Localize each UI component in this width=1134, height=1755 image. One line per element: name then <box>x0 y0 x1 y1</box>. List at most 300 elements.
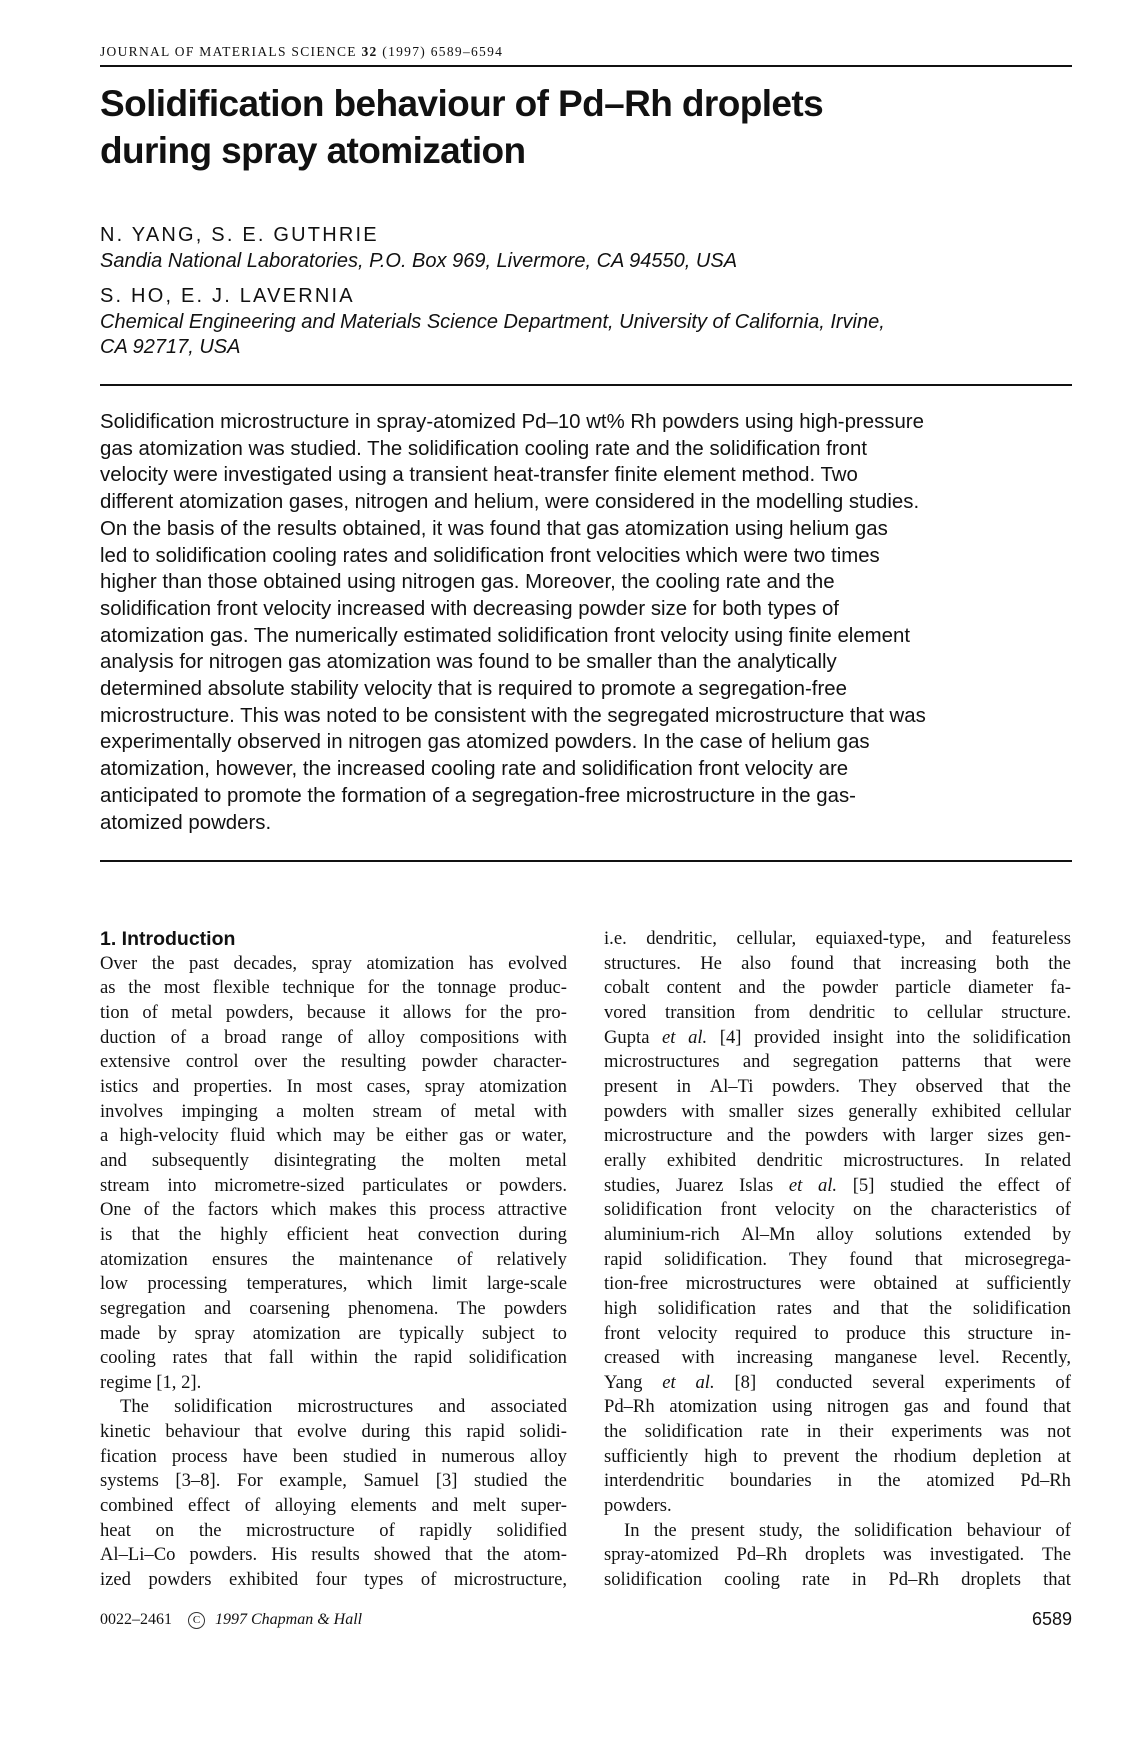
word: related <box>1020 1149 1071 1171</box>
word: that <box>1043 1569 1071 1591</box>
word: large-scale <box>486 1273 567 1295</box>
word: be <box>376 1125 394 1147</box>
word: highly <box>220 1223 268 1245</box>
journal-name: JOURNAL OF MATERIALS SCIENCE <box>100 44 357 59</box>
affiliation-line: Sandia National Laboratories, P.O. Box 969, Livermore, CA 94550, USA <box>100 250 738 272</box>
text-line <box>604 1543 1071 1568</box>
word: atomization <box>669 1396 758 1418</box>
journal-volume: 32 <box>361 44 378 59</box>
word: of <box>379 1519 395 1541</box>
word: powder <box>822 977 879 999</box>
author-affiliation <box>100 249 1080 274</box>
word: solidification <box>174 1396 273 1418</box>
word: microstructures <box>685 1273 802 1295</box>
word: stream <box>100 1174 150 1196</box>
word: sizes <box>987 1125 1024 1147</box>
right-column <box>604 927 1071 1593</box>
word: He <box>700 952 722 974</box>
word: present <box>690 1519 745 1541</box>
word: fall <box>268 1347 294 1369</box>
word: most <box>163 977 200 999</box>
word: of <box>337 1026 353 1048</box>
word: exhibited <box>666 1149 737 1171</box>
text-line <box>604 1248 1071 1273</box>
abstract-line: microstructure. This was noted to be consistent with the segregated microstructure that was <box>100 704 926 727</box>
word: produce <box>846 1322 907 1344</box>
word: the <box>291 1248 315 1270</box>
section-heading: 1. Introduction <box>100 928 236 950</box>
text-line <box>100 976 567 1001</box>
word: which <box>366 1273 413 1295</box>
abstract-line: experimentally observed in nitrogen gas atomized powders. In the case of helium gas <box>100 731 870 754</box>
word: high <box>604 1297 638 1319</box>
text-line <box>604 976 1071 1001</box>
word: conducted <box>775 1371 853 1393</box>
word: evolved <box>508 952 567 974</box>
text-line <box>100 1124 567 1149</box>
word: with <box>681 1347 715 1369</box>
word: were <box>1034 1051 1071 1073</box>
word: generally <box>848 1100 918 1122</box>
word: as <box>100 977 116 999</box>
word: by <box>158 1322 177 1344</box>
word: rhodium <box>893 1445 957 1467</box>
word: in <box>851 1569 867 1591</box>
word: this <box>389 1199 417 1221</box>
word: a <box>201 1026 210 1048</box>
abstract-line: solidification front velocity increased with decreasing powder size for both types of <box>100 597 839 620</box>
word: In <box>624 1519 640 1541</box>
text-line <box>100 1223 567 1248</box>
word: cellular <box>926 1001 983 1023</box>
abstract-line: Solidification microstructure in spray-atomized Pd–10 wt% Rh powders using high-pressure <box>100 411 924 433</box>
word: phenomena. <box>348 1297 439 1319</box>
word: powders. <box>772 1075 840 1097</box>
word: involves <box>100 1100 164 1122</box>
word: was <box>882 1544 912 1566</box>
text-line <box>100 1149 567 1174</box>
word: The <box>456 1297 486 1319</box>
text-line <box>100 952 567 977</box>
italic-word: al. <box>688 1026 708 1048</box>
word: the <box>817 1519 840 1541</box>
word: solidification <box>644 1421 743 1443</box>
word: microstructure <box>246 1519 355 1541</box>
word: Recently, <box>1001 1347 1071 1369</box>
word: to <box>893 1001 909 1023</box>
abstract-line: gas atomization was studied. The solidification cooling rate and the solidification front <box>100 437 867 460</box>
word: produc- <box>509 977 567 999</box>
word: solidification <box>854 1519 953 1541</box>
word: and <box>943 1396 971 1418</box>
word: rapid <box>413 1347 453 1369</box>
word: not <box>1047 1421 1071 1443</box>
word: manganese <box>834 1347 918 1369</box>
abstract-line: led to solidification cooling rates and solidification front velocities which were two times <box>100 544 880 567</box>
word: that <box>444 1544 473 1566</box>
word: on <box>155 1519 175 1541</box>
word: which <box>276 1125 322 1147</box>
word: investigated. <box>929 1544 1025 1566</box>
word: during <box>518 1223 567 1245</box>
word: maintenance <box>338 1248 433 1270</box>
word: the <box>1048 1075 1071 1097</box>
text-line <box>100 1272 567 1297</box>
word: character- <box>493 1051 567 1073</box>
word: sizes <box>797 1100 834 1122</box>
word: microsegrega- <box>964 1248 1071 1270</box>
word: the <box>889 1199 913 1221</box>
word: solutions <box>875 1223 943 1245</box>
text-line <box>100 1543 567 1568</box>
text-line <box>100 1322 567 1347</box>
word: the <box>768 1125 791 1147</box>
text-line <box>100 1568 567 1593</box>
word: insight <box>832 1026 884 1048</box>
word: One <box>100 1199 131 1221</box>
text-line <box>604 952 1071 977</box>
word: droplets <box>805 1544 865 1566</box>
word: the <box>877 1470 901 1492</box>
word: Gupta <box>604 1026 650 1048</box>
word: solidified <box>496 1519 567 1541</box>
italic-word: et <box>662 1371 676 1393</box>
word: and <box>738 977 766 999</box>
word: range <box>281 1026 323 1048</box>
word: the <box>486 1544 510 1566</box>
word: kinetic <box>100 1421 151 1443</box>
word: has <box>468 952 494 974</box>
word: process <box>171 1445 228 1467</box>
footer-copyright <box>100 1611 362 1629</box>
abstract-line: velocity were investigated using a transient heat-transfer finite element method. Two <box>100 464 858 487</box>
word: process <box>429 1199 485 1221</box>
word: super- <box>520 1495 567 1517</box>
word: solidi- <box>519 1421 567 1443</box>
word: Islas <box>739 1174 774 1196</box>
word: Pd–Rh <box>1020 1470 1071 1492</box>
word: for <box>367 977 390 999</box>
word: Pd–Rh <box>604 1396 655 1418</box>
word: patterns <box>901 1051 961 1073</box>
word: past <box>189 952 219 974</box>
word: molten <box>302 1100 355 1122</box>
word: structure. <box>1001 1001 1071 1023</box>
text-line <box>604 1223 1071 1248</box>
word: were <box>819 1273 856 1295</box>
text-line <box>100 1075 567 1100</box>
word: the <box>544 1470 567 1492</box>
abstract-line: higher than those obtained using nitrogen gas. Moreover, the cooling rate and the <box>100 571 835 594</box>
word: systems <box>100 1470 159 1492</box>
word: the <box>374 1347 398 1369</box>
word: and <box>832 1297 860 1319</box>
word: metal <box>171 1001 213 1023</box>
word: velocity <box>774 1199 835 1221</box>
word: velocity <box>657 1322 718 1344</box>
word: micrometre-sized <box>214 1174 345 1196</box>
word: flexible <box>212 977 270 999</box>
word: Pd–Rh <box>888 1569 940 1591</box>
word: numerous <box>441 1445 515 1467</box>
text-line <box>100 1248 567 1273</box>
word: associated <box>490 1396 567 1418</box>
word: erally <box>604 1149 647 1171</box>
word: studied <box>343 1445 397 1467</box>
word: sufficiently <box>604 1445 689 1467</box>
word: They <box>858 1075 897 1097</box>
text-line <box>604 1198 1071 1223</box>
text-line <box>100 1519 567 1544</box>
word: are <box>358 1322 382 1344</box>
word: experiments <box>891 1421 983 1443</box>
word: the <box>198 1519 222 1541</box>
word: front <box>720 1199 757 1221</box>
word: example, <box>279 1470 347 1492</box>
word: solidification <box>468 1347 567 1369</box>
text-line <box>604 1568 1071 1593</box>
word: They <box>789 1248 828 1270</box>
word: attractive <box>497 1199 567 1221</box>
word: of <box>440 1100 456 1122</box>
word: dendritic <box>808 1001 875 1023</box>
word: increasing <box>736 1347 813 1369</box>
word: atomization <box>479 1075 567 1097</box>
word: In <box>286 1075 303 1097</box>
word: particulates <box>362 1174 449 1196</box>
text-line <box>604 1124 1071 1149</box>
word: their <box>839 1421 874 1443</box>
word: effect <box>188 1495 231 1517</box>
word: atomization <box>100 1248 188 1270</box>
word: and <box>204 1297 231 1319</box>
text-line <box>604 1519 1071 1544</box>
word: stream <box>372 1100 423 1122</box>
word: spray-atomized <box>604 1544 719 1566</box>
word: to <box>552 1322 567 1344</box>
word: microstructure, <box>453 1569 567 1591</box>
word: powder <box>421 1051 478 1073</box>
word: at <box>1057 1445 1071 1467</box>
word: heat <box>100 1519 131 1541</box>
word: into <box>167 1174 197 1196</box>
abstract-line: atomization, however, the increased cooling rate and solidification front velocity are <box>100 758 849 781</box>
word: the <box>855 1445 878 1467</box>
word: gas <box>458 1125 484 1147</box>
text-line <box>604 1371 1071 1396</box>
title-line: during spray atomization <box>100 130 526 171</box>
word: made <box>100 1322 141 1344</box>
journal-year-pages: (1997) 6589–6594 <box>382 44 504 59</box>
word: molten <box>448 1149 501 1171</box>
word: or <box>465 1174 482 1196</box>
word: showed <box>373 1544 431 1566</box>
word: of <box>142 1001 158 1023</box>
word: using <box>771 1396 813 1418</box>
text-line <box>604 1100 1071 1125</box>
word: tonnage <box>437 977 497 999</box>
word: the <box>401 977 425 999</box>
word: featureless <box>991 928 1071 949</box>
word: in- <box>1050 1322 1071 1344</box>
word: level. <box>938 1347 980 1369</box>
word: Al–Mn <box>741 1223 795 1245</box>
word: spray <box>424 1075 465 1097</box>
word: results <box>311 1544 360 1566</box>
affiliation-line: Chemical Engineering and Materials Science Department, University of California, Irvine, <box>100 311 885 333</box>
word: and <box>742 1051 770 1073</box>
word: vored <box>604 1001 647 1023</box>
word: found <box>849 1248 893 1270</box>
word: that <box>914 1248 943 1270</box>
word: the <box>604 1421 627 1443</box>
word: exhibited <box>931 1100 1001 1122</box>
abstract-line: On the basis of the results obtained, it was found that gas atomization using helium gas <box>100 517 888 540</box>
word: 2]. <box>181 1371 202 1393</box>
word: in <box>411 1445 427 1467</box>
word: powders. <box>604 1495 672 1517</box>
word: cooling <box>724 1569 780 1591</box>
word: for <box>464 1001 487 1023</box>
word: that <box>853 952 881 974</box>
word: Over <box>100 952 138 974</box>
text-line <box>604 1469 1071 1494</box>
paper-title <box>100 80 823 174</box>
word: that <box>224 1347 253 1369</box>
word: because <box>306 1001 366 1023</box>
word: gen- <box>1037 1125 1071 1147</box>
word: with <box>882 1125 916 1147</box>
word: microstructures. <box>843 1149 964 1171</box>
word: disintegrating <box>273 1149 377 1171</box>
text-line <box>100 1050 567 1075</box>
word: that <box>880 1297 909 1319</box>
word: the <box>959 1174 983 1196</box>
word: transition <box>665 1001 736 1023</box>
word: cellular <box>1015 1100 1071 1122</box>
word: rate <box>760 1421 789 1443</box>
word: the <box>937 1026 961 1048</box>
word: segregation <box>792 1051 879 1073</box>
word: depletion <box>972 1445 1042 1467</box>
word: and <box>945 928 972 949</box>
word: rates <box>172 1347 208 1369</box>
word: and <box>100 1149 127 1171</box>
word: combined <box>100 1495 174 1517</box>
word: tion-free <box>604 1273 669 1295</box>
word: equiaxed-type, <box>815 928 926 949</box>
issn: 0022–2461 <box>100 1611 172 1628</box>
word: present <box>604 1075 658 1097</box>
text-line <box>604 1149 1071 1174</box>
word: solidification. <box>664 1248 768 1270</box>
abstract-line: analysis for nitrogen gas atomization was found to be smaller than the analytically <box>100 651 837 674</box>
word: exhibited <box>228 1569 299 1591</box>
author-names: N. YANG, S. E. GUTHRIE <box>100 224 379 246</box>
word: of <box>1055 1371 1071 1393</box>
word: studies, <box>604 1174 661 1196</box>
text-line <box>100 1174 567 1199</box>
word: that <box>1001 1075 1030 1097</box>
text-line <box>100 1420 567 1445</box>
word: rates <box>776 1297 812 1319</box>
word: smaller <box>728 1100 784 1122</box>
word: that <box>983 1051 1012 1073</box>
word: decades, <box>233 952 298 974</box>
word: interdendritic <box>604 1470 705 1492</box>
word: characteristics <box>930 1199 1038 1221</box>
text-line <box>604 1272 1071 1297</box>
word: also <box>741 952 772 974</box>
word: that <box>1043 1396 1071 1418</box>
word: powders <box>604 1100 667 1122</box>
word: atomization <box>366 952 455 974</box>
word: fa- <box>1050 977 1071 999</box>
word: with <box>533 1100 567 1122</box>
word: duction <box>100 1026 156 1048</box>
word: convection <box>417 1223 500 1245</box>
text-line <box>100 1297 567 1322</box>
word: [4] <box>719 1026 742 1048</box>
author-names: S. HO, E. J. LAVERNIA <box>100 285 355 307</box>
word: tion <box>100 1001 129 1023</box>
abstract-top-rule <box>100 384 1072 386</box>
word: behaviour <box>165 1421 240 1443</box>
word: the <box>128 977 152 999</box>
word: melt <box>473 1495 507 1517</box>
word: creased <box>604 1347 660 1369</box>
word: low <box>100 1273 128 1295</box>
word: Samuel <box>363 1470 420 1492</box>
italic-word: et <box>788 1174 803 1196</box>
word: rapid <box>604 1248 643 1270</box>
word: rapidly <box>419 1519 473 1541</box>
word: may <box>333 1125 366 1147</box>
word: segregation <box>100 1297 186 1319</box>
word: His <box>271 1544 298 1566</box>
word: alloy <box>816 1223 854 1245</box>
word: impinging <box>181 1100 258 1122</box>
word: of <box>244 1495 261 1517</box>
word: heat <box>367 1223 399 1245</box>
author-affiliation <box>100 310 1080 360</box>
abstract-bottom-rule <box>100 860 1072 862</box>
text-line <box>604 927 1071 952</box>
word: cobalt <box>604 977 650 999</box>
word: rate <box>802 1569 830 1591</box>
word: i.e. <box>604 928 627 949</box>
word: found <box>984 1396 1029 1418</box>
word: evolve <box>297 1421 347 1443</box>
word: or <box>494 1125 511 1147</box>
text-line <box>604 1395 1071 1420</box>
word: factors <box>207 1199 259 1221</box>
word: boundaries <box>730 1470 812 1492</box>
word: ensures <box>211 1248 268 1270</box>
word: and <box>438 1396 466 1418</box>
word: it <box>379 1001 390 1023</box>
text-line <box>604 1026 1071 1051</box>
word: cases, <box>366 1075 411 1097</box>
word: solidification <box>604 1199 703 1221</box>
word: of <box>143 1199 160 1221</box>
word: resulting <box>341 1051 407 1073</box>
word: within <box>310 1347 358 1369</box>
word: broad <box>224 1026 267 1048</box>
word: of <box>170 1026 187 1048</box>
abstract-line: different atomization gases, nitrogen and helium, were considered in the modelling studies. <box>100 491 920 514</box>
word: of <box>1055 1174 1071 1196</box>
